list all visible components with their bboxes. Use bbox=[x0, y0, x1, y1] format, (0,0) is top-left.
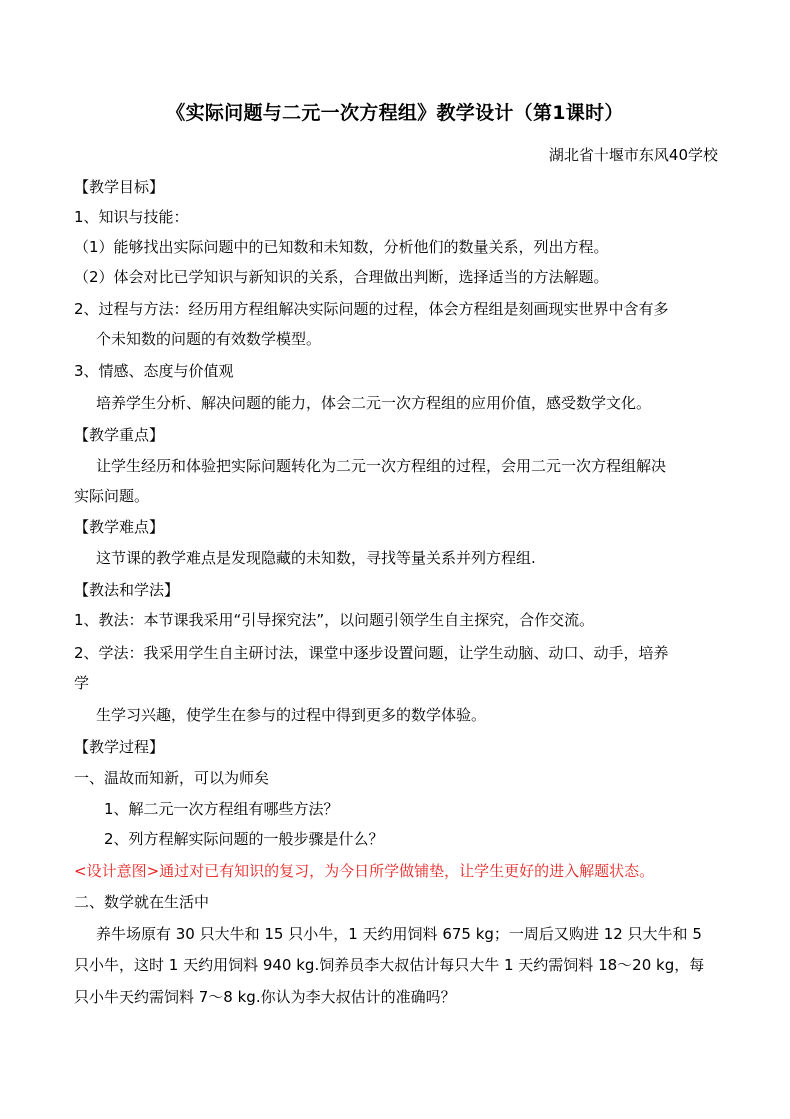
school-name: 湖北省十堰市东风40学校 bbox=[548, 146, 718, 164]
text-line: 只小牛天约需饲料 7～8 kg.你认为李大叔估计的准确吗？ bbox=[74, 988, 456, 1006]
text-line: （1）能够找出实际问题中的已知数和未知数，分析他们的数量关系，列出方程。 bbox=[74, 238, 609, 256]
text-line: 1、教法：本节课我采用“引导探究法”，以问题引领学生自主探究，合作交流。 bbox=[74, 611, 595, 629]
section-heading-methods: 【教法和学法】 bbox=[74, 581, 180, 599]
text-line: 2、列方程解实际问题的一般步骤是什么？ bbox=[104, 830, 384, 848]
section-heading-objectives: 【教学目标】 bbox=[74, 178, 165, 196]
text-line: 二、数学就在生活中 bbox=[74, 893, 210, 911]
text-line: 一、温故而知新，可以为师矣 bbox=[74, 769, 270, 787]
text-line: 1、知识与技能： bbox=[74, 208, 189, 226]
text-line: （2）体会对比已学知识与新知识的关系，合理做出判断，选择适当的方法解题。 bbox=[74, 268, 609, 286]
text-line: 实际问题。 bbox=[74, 487, 150, 505]
text-line: 3、情感、态度与价值观 bbox=[74, 362, 234, 380]
text-line: 1、解二元一次方程组有哪些方法？ bbox=[104, 800, 339, 818]
text-line: 个未知数的问题的有效数学模型。 bbox=[96, 330, 322, 348]
text-line: 这节课的教学难点是发现隐藏的未知数，寻找等量关系并列方程组. bbox=[96, 549, 536, 567]
page-title: 《实际问题与二元一次方程组》教学设计（第1课时） bbox=[166, 102, 624, 124]
text-line: 2、学法：我采用学生自主研讨法，课堂中逐步设置问题，让学生动脑、动口、动手，培养 bbox=[74, 644, 669, 662]
text-line: 养牛场原有 30 只大牛和 15 只小牛，1 天约用饲料 675 kg；一周后又购进 12 只大牛和 5 bbox=[96, 925, 702, 943]
text-line: 只小牛，这时 1 天约用饲料 940 kg.饲养员李大叔估计每只大牛 1 天约需饲料 18～20 kg，每 bbox=[74, 956, 705, 974]
design-intent-note: <设计意图>通过对已有知识的复习，为今日所学做铺垫，让学生更好的进入解题状态。 bbox=[74, 862, 655, 880]
section-heading-key-points: 【教学重点】 bbox=[74, 426, 165, 444]
section-heading-difficulties: 【教学难点】 bbox=[74, 518, 165, 536]
text-line: 让学生经历和体验把实际问题转化为二元一次方程组的过程，会用二元一次方程组解决 bbox=[96, 457, 667, 475]
text-line: 学 bbox=[74, 674, 90, 692]
text-line: 培养学生分析、解决问题的能力，体会二元一次方程组的应用价值，感受数学文化。 bbox=[96, 394, 652, 412]
text-line: 2、过程与方法：经历用方程组解决实际问题的过程，体会方程组是刻画现实世界中含有多 bbox=[74, 300, 669, 318]
text-line: 生学习兴趣，使学生在参与的过程中得到更多的数学体验。 bbox=[96, 706, 487, 724]
section-heading-process: 【教学过程】 bbox=[74, 738, 165, 756]
